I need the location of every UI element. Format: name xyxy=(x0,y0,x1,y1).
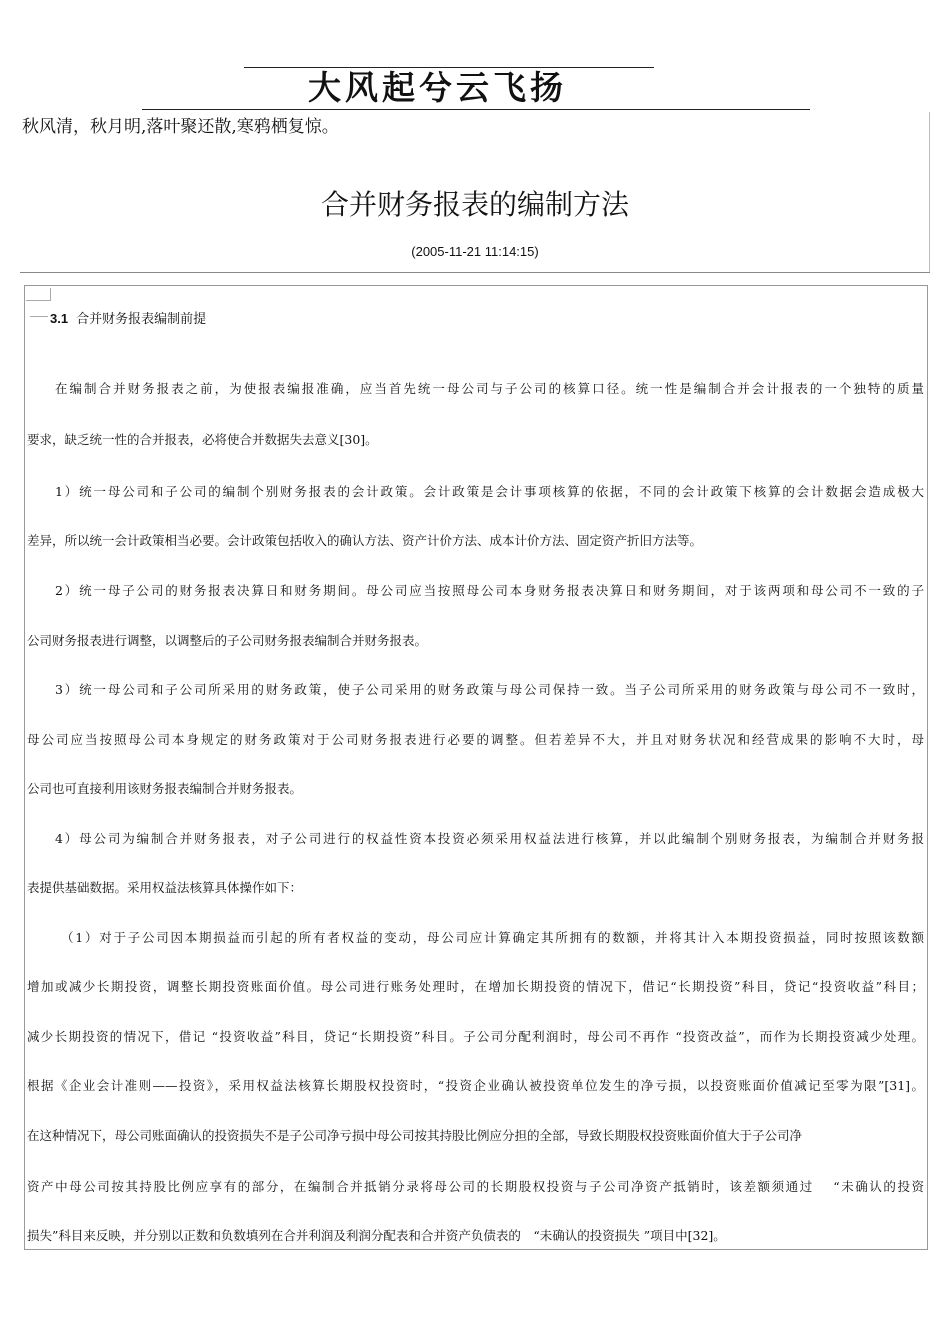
paragraph-line: 3）统一母公司和子公司所采用的财务政策，使子公司采用的财务政策与母公司保持一致。当子公司所采用的财务政策与母公司不一致时， xyxy=(55,682,924,697)
paragraph-line: 2）统一母子公司的财务报表决算日和财务期间。母公司应当按照母公司本身财务报表决算日和财务期间，对于该两项和母公司不一致的子 xyxy=(55,583,924,598)
paragraph-line: 增加或减少长期投资，调整长期投资账面价值。母公司进行账务处理时，在增加长期投资的情况下，借记“长期投资”科目，贷记“投资收益”科目； xyxy=(27,979,924,994)
blog-brand-title[interactable]: 大风起兮云飞扬 xyxy=(308,68,567,107)
paragraph-line: 1）统一母公司和子公司的编制个别财务报表的会计政策。会计政策是会计事项核算的依据，不同的会计政策下核算的会计数据会造成极大 xyxy=(55,484,924,499)
article-date: (2005-11-21 11:14:15) xyxy=(411,244,539,259)
frame-corner-decoration xyxy=(26,288,51,301)
paragraph-line: 在这种情况下，母公司账面确认的投资损失不是子公司净亏损中母公司按其持股比例应分担的全部，导致长期股权投资账面价值大于子公司净 xyxy=(27,1128,803,1143)
paragraph-line: 在编制合并财务报表之前，为使报表编报准确，应当首先统一母公司与子公司的核算口径。统一性是编制合并会计报表的一个独特的质量 xyxy=(55,381,924,396)
blog-tagline: 秋风清，秋月明,落叶聚还散,寒鸦栖复惊。 xyxy=(22,117,339,137)
frame-tick-decoration xyxy=(30,316,48,317)
paragraph-line: 要求，缺乏统一性的合并报表，必将使合并数据失去意义[30]。 xyxy=(27,432,378,447)
paragraph-line: 差异，所以统一会计政策相当必要。会计政策包括收入的确认方法、资产计价方法、成本计价方法、固定资产折旧方法等。 xyxy=(27,533,703,548)
header-rule-bottom xyxy=(142,109,810,110)
paragraph-line: 公司也可直接利用该财务报表编制合并财务报表。 xyxy=(27,781,303,796)
paragraph-line: 母公司应当按照母公司本身规定的财务政策对于公司财务报表进行必要的调整。但若差异不大，并且对财务状况和经营成果的影响不大时，母 xyxy=(27,732,924,747)
article-title: 合并财务报表的编制方法 xyxy=(320,188,629,221)
section-number: 3.1 xyxy=(50,311,69,326)
paragraph-line: 资产中母公司按其持股比例应享有的部分，在编制合并抵销分录将母公司的长期股权投资与子公司净资产抵销时，该差额须通过 “未确认的投资 xyxy=(27,1179,924,1194)
paragraph-line: 损失”科目来反映，并分别以正数和负数填列在合并利润及利润分配表和合并资产负债表的 “未确认的投资损失 ”项目中[32]。 xyxy=(27,1228,726,1243)
paragraph-line: 根据《企业会计准则——投资》，采用权益法核算长期股权投资时，“投资企业确认被投资单位发生的净亏损，以投资账面价值减记至零为限”[31]。 xyxy=(27,1078,924,1093)
paragraph-line: 4）母公司为编制合并财务报表，对子公司进行的权益性资本投资必须采用权益法进行核算，并以此编制个别财务报表，为编制合并财务报 xyxy=(55,831,924,846)
paragraph-line: 减少长期投资的情况下，借记 “投资收益”科目，贷记“长期投资”科目。子公司分配利润时，母公司不再作 “投资改益”，而作为长期投资减少处理。 xyxy=(27,1029,924,1044)
section-title: 合并财务报表编制前提 xyxy=(76,312,207,327)
section-heading xyxy=(50,309,206,330)
paragraph-line: 公司财务报表进行调整，以调整后的子公司财务报表编制合并财务报表。 xyxy=(27,633,428,648)
paragraph-line: 表提供基础数据。采用权益法核算具体操作如下： xyxy=(27,880,303,895)
paragraph-line: （1）对于子公司因本期损益而引起的所有者权益的变动，母公司应计算确定其所拥有的数额，并将其计入本期投资损益，同时按照该数额 xyxy=(61,930,924,945)
title-divider xyxy=(20,272,930,273)
